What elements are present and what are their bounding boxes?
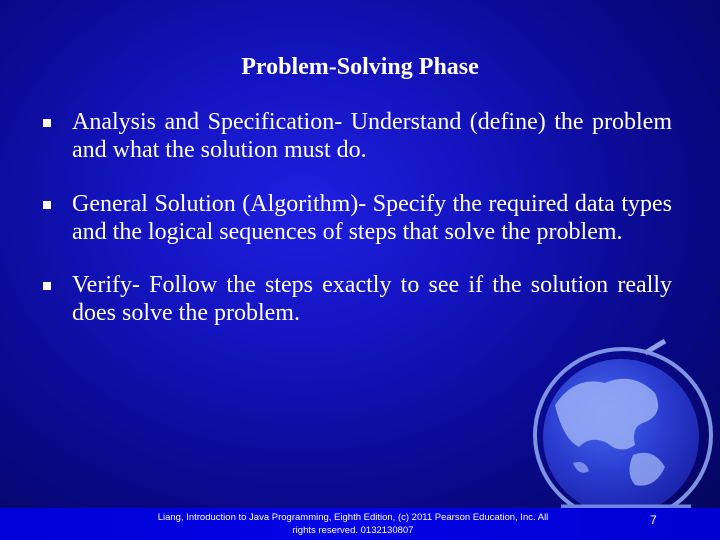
bullet-analysis — [40, 108, 672, 164]
bullet-list — [40, 108, 672, 327]
square-bullet-icon — [43, 201, 51, 209]
bullet-text: General Solution (Algorithm)- Specify the required data types and the logical sequences of steps that solve the problem. — [72, 191, 672, 245]
bullet-general-solution — [40, 190, 672, 246]
slide-title: Problem-Solving Phase — [241, 54, 479, 80]
square-bullet-icon — [43, 119, 51, 127]
bullet-text: Verify- Follow the steps exactly to see if the solution really does solve the problem. — [72, 272, 672, 326]
footer-line-2: rights reserved. 0132130807 — [292, 525, 414, 536]
footer-line-1: Liang, Introduction to Java Programming, Eighth Edition, (c) 2011 Pearson Education, Inc. All — [157, 512, 549, 523]
bullet-verify — [40, 271, 672, 327]
page-number: 7 — [650, 513, 657, 527]
globe-icon — [515, 335, 720, 510]
square-bullet-icon — [43, 282, 51, 290]
footer-copyright — [140, 511, 566, 537]
bullet-text: Analysis and Specification- Understand (define) the problem and what the solution must do. — [72, 109, 672, 163]
